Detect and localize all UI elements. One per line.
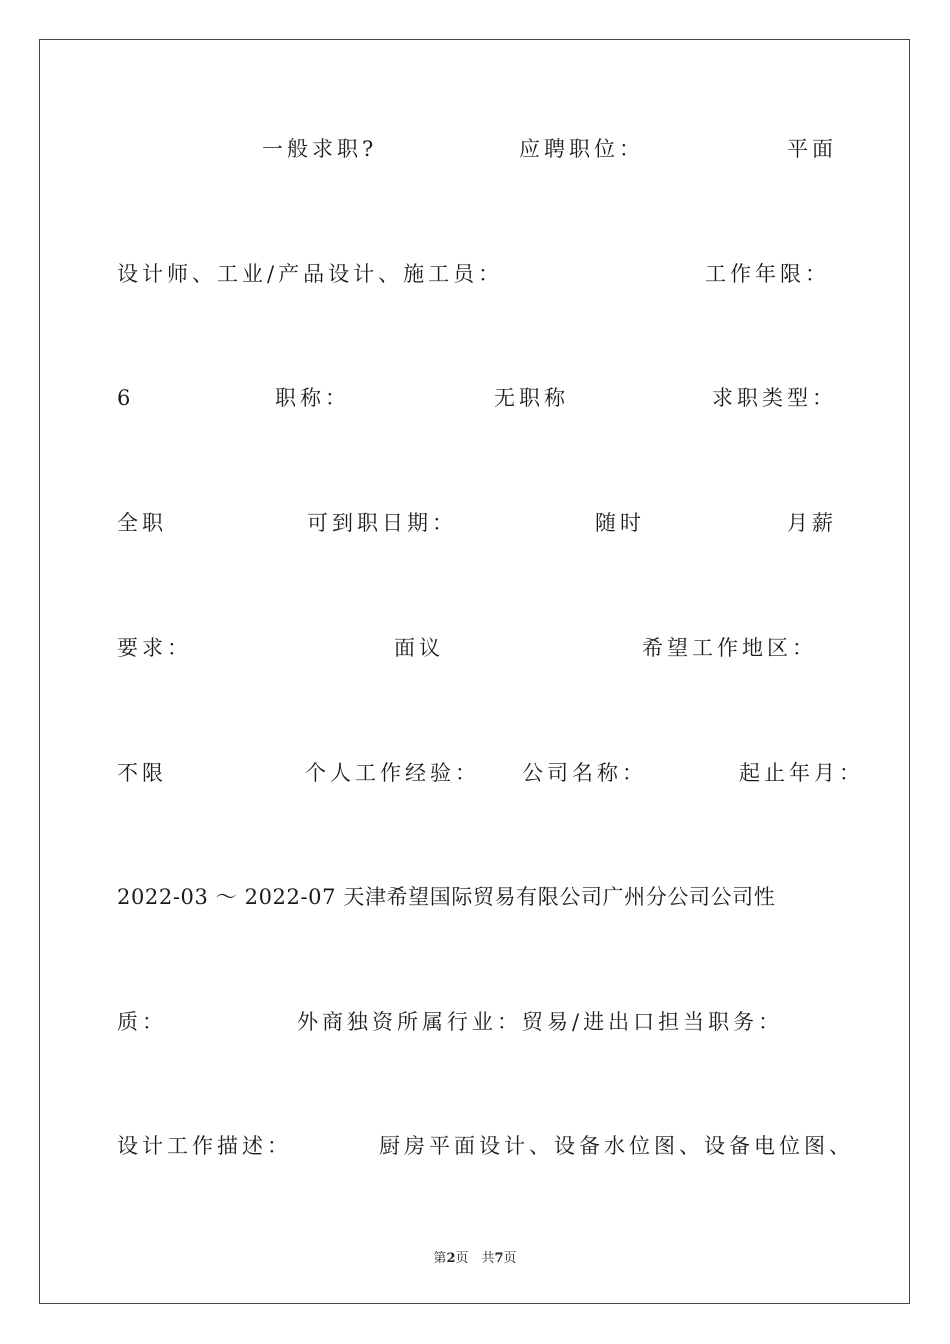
line3-segment-3: 无职称 <box>494 386 569 410</box>
line1-segment-2: 应聘职位： <box>519 137 644 161</box>
page-footer <box>0 1247 950 1266</box>
line2-segment-2: 工作年限： <box>705 262 830 286</box>
line2-segment-1: 设计师、工业/产品设计、施工员： <box>117 262 504 286</box>
footer-prefix: 第 <box>433 1251 447 1266</box>
line7-segment-1: 2022-03 ～ 2022-07 天津希望国际贸易有限公司广州分公司公司性 <box>117 885 776 909</box>
line4-segment-1: 全职 <box>117 511 167 535</box>
line3-segment-1: 6 <box>117 386 131 410</box>
line6-segment-4: 起止年月： <box>739 761 864 785</box>
text-line-9 <box>117 1131 854 1161</box>
line1-segment-3: 平面 <box>787 137 837 161</box>
line4-segment-2: 可到职日期： <box>307 511 457 535</box>
line9-segment-2: 厨房平面设计、设备水位图、设备电位图、 <box>379 1134 854 1158</box>
text-line-3 <box>117 383 847 413</box>
footer-suffix: 页 <box>503 1251 517 1266</box>
text-line-5 <box>117 633 847 663</box>
line6-segment-2: 个人工作经验： <box>305 761 480 785</box>
text-line-4 <box>117 508 847 538</box>
line3-segment-4: 求职类型： <box>712 386 837 410</box>
line6-segment-1: 不限 <box>117 761 167 785</box>
line8-segment-2: 外商独资所属行业：贸易/进出口担当职务： <box>297 1010 784 1034</box>
text-line-1 <box>117 134 847 164</box>
line4-segment-4: 月薪 <box>787 511 837 535</box>
page-border <box>39 39 910 1304</box>
footer-page-number: 2 <box>446 1251 456 1266</box>
line5-segment-2: 面议 <box>394 636 444 660</box>
text-line-2 <box>117 259 847 289</box>
line8-segment-1: 质： <box>117 1010 167 1034</box>
line5-segment-1: 要求： <box>117 636 192 660</box>
line4-segment-3: 随时 <box>595 511 645 535</box>
text-line-6 <box>117 758 864 788</box>
footer-mid: 页 共 <box>455 1251 495 1266</box>
line1-segment-1: 一般求职? <box>262 137 378 161</box>
line6-segment-3: 公司名称： <box>522 761 647 785</box>
line3-segment-2: 职称： <box>275 386 350 410</box>
text-line-8 <box>117 1007 847 1037</box>
line9-segment-1: 设计工作描述： <box>117 1134 292 1158</box>
line5-segment-3: 希望工作地区： <box>642 636 817 660</box>
text-line-7 <box>117 882 847 912</box>
footer-total-pages: 7 <box>494 1251 504 1266</box>
